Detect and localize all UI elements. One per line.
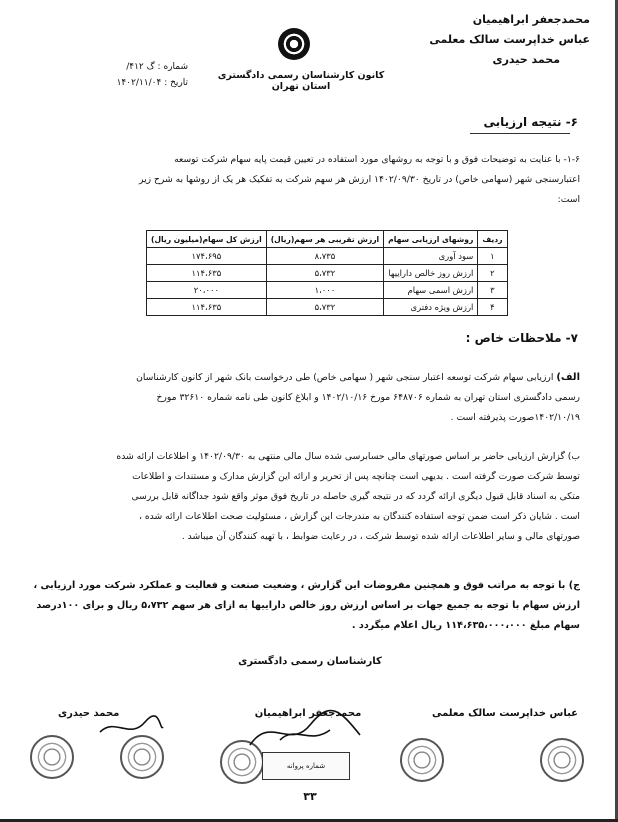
header-names xyxy=(370,10,590,70)
table-row: ۳ ارزش اسمی سهام ۱،۰۰۰ ۲۰،۰۰۰ xyxy=(147,282,508,299)
signature-scribble-left xyxy=(95,712,165,742)
paragraph-be: ب) گزارش ارزیابی حاضر بر اساس صورتهای مالی حسابرسی شده سال مالی منتهی به ۱۴۰۲/۰۹/۳۰ و اطلاعات ارائه شده توسط شرکت صورت گرفته است . بدیهی است چنانچه پس از تحریر و ارائه این گزارش مدارک و مستندات و اطلاعات متکی به اسناد قابل قبول دیگری ارائه گردد که در نتیجه گیری حاصله در تاریخ فوق موثر واقع شود جداگانه قابل بررسی است . شایان ذکر است ضمن توجه استفاده کنندگان به مندرجات این گزارش ، مسئولیت صحت اطلاعات ارائه شده ، صورتهای مالی و سایر اطلاعات ارائه شده توسط شرکت ، در رعایت ضوابط ، با تهیه کنندگان آن میباشد . xyxy=(116,451,580,542)
signatures-title: کارشناسان رسمی دادگستری xyxy=(238,656,382,667)
letter-date: تاریخ : ۱۴۰۲/۱۱/۰۴ xyxy=(116,78,188,88)
table-header-row xyxy=(147,231,508,248)
seal-right xyxy=(400,738,444,782)
signer-right: عباس خداپرست سالک معلمی xyxy=(431,708,578,719)
col-header-row-no: ردیف xyxy=(478,231,507,248)
page-number: ۳۳ xyxy=(303,790,317,803)
valuation-table xyxy=(146,230,508,316)
seal-far-right xyxy=(540,738,584,782)
expert-name-3: محمد حیدری xyxy=(492,53,560,66)
license-stamp: شماره پروانه xyxy=(262,752,350,780)
signature-scribble xyxy=(240,705,370,755)
table-row: ۱ سود آوری ۸،۷۳۵ ۱۷۴،۶۹۵ xyxy=(147,248,508,265)
expert-name-2: عباس خداپرست سالک معلمی xyxy=(429,33,590,46)
alef-label: الف) xyxy=(556,372,580,383)
col-header-total: ارزش کل سهام(میلیون ریال) xyxy=(147,231,267,248)
signer-left: محمد حیدری xyxy=(58,708,120,719)
paragraph-alef: الف) ارزیابی سهام شرکت توسعه اعتبار سنجی شهر ( سهامی خاص) طی درخواست بانک شهر از کانون کارشناسان رسمی دادگستری استان تهران به شماره ۶۴۸۷۰۶ مورخ ۱۴۰۲/۱۰/۱۶ و ابلاغ کانون طی نامه شماره ۳۲۶۱۰ مورخ ۱۴۰۲/۱۰/۱۹صورت پذیرفته است . xyxy=(136,372,580,423)
expert-name-1: محمدجعفر ابراهیمیان xyxy=(472,13,590,26)
table-row: ۴ ارزش ویژه دفتری ۵،۷۳۲ ۱۱۴،۶۳۵ xyxy=(147,299,508,316)
section-7-heading: ۷- ملاحظات خاص : xyxy=(465,331,578,345)
col-header-method: روشهای ارزیابی سهام xyxy=(384,231,478,248)
table-row: ۲ ارزش روز خالص داراییها ۵،۷۳۲ ۱۱۴،۶۳۵ xyxy=(147,265,508,282)
signer-center: محمدجعفر ابراهیمیان xyxy=(254,708,362,719)
col-header-per-share: ارزش تقریبی هر سهم(ریال) xyxy=(266,231,383,248)
org-title: کانون کارشناسان رسمی دادگستری استان تهران xyxy=(217,70,385,92)
section-6-paragraph: ۱-۶- با عنایت به توضیحات فوق و با توجه به روشهای مورد استفاده در تعیین قیمت پایه سهام شرکت توسعه اعتبارسنجی شهر (سهامی خاص) در تاریخ ۱۴۰۲/۰۹/۳۰ ارزش هر سهم شرکت به تفکیک هر یک از روشها به شرح زیر است: xyxy=(139,154,580,205)
paragraph-jim: ج) با توجه به مراتب فوق و همچنین مفروضات این گزارش ، وضعیت صنعت و فعالیت و عملکرد شرکت مورد ارزیابی ، ارزش سهام با توجه به جمیع جهات بر اساس ارزش روز خالص داراییها به ازای هر سهم ۵،۷۳۲ ریال و برای ۱۰۰درصد سهام مبلغ ۱۱۴،۶۳۵،۰۰۰،۰۰۰ ریال اعلام میگردد . xyxy=(33,580,580,631)
section-6-heading: ۶- نتیجه ارزیابی xyxy=(483,115,578,129)
heading-underline xyxy=(470,133,570,134)
seal-left xyxy=(30,735,74,779)
letter-number: شماره : گ ۴۱۲/ xyxy=(126,62,188,72)
association-logo xyxy=(278,28,310,60)
